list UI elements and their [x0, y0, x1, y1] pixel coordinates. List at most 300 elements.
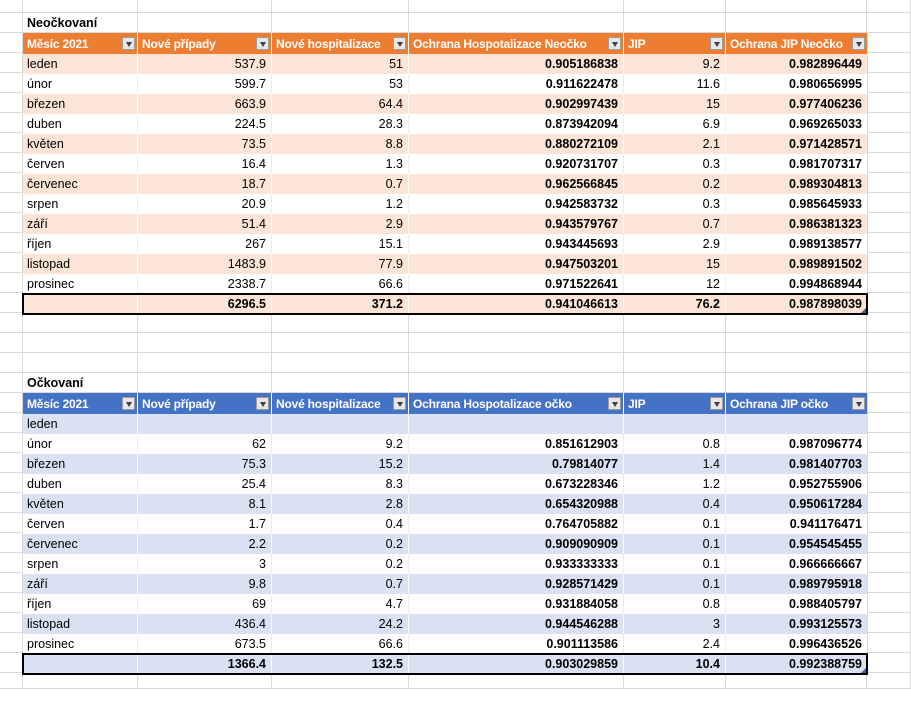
- empty-cell[interactable]: [0, 613, 23, 633]
- empty-cell[interactable]: [0, 553, 23, 573]
- value-cell[interactable]: 6.9: [624, 114, 726, 134]
- value-cell[interactable]: 0.943445693: [409, 234, 624, 254]
- empty-cell[interactable]: [0, 93, 23, 113]
- value-cell[interactable]: 28.3: [272, 114, 409, 134]
- empty-cell[interactable]: [0, 113, 23, 133]
- value-cell[interactable]: 0.4: [272, 514, 409, 534]
- chevron-down-icon: [612, 402, 618, 407]
- value-cell[interactable]: 16.4: [138, 154, 272, 174]
- value-cell[interactable]: 0.971522641: [409, 274, 624, 294]
- empty-cell[interactable]: [867, 413, 911, 433]
- empty-cell[interactable]: [624, 0, 726, 13]
- value-cell[interactable]: 0.2: [624, 174, 726, 194]
- empty-cell[interactable]: [726, 0, 867, 13]
- empty-cell[interactable]: [867, 93, 911, 113]
- empty-cell[interactable]: [0, 293, 23, 313]
- value-cell[interactable]: 673.5: [138, 634, 272, 654]
- total-cell[interactable]: 0.903029859: [409, 654, 624, 674]
- value-cell[interactable]: 77.9: [272, 254, 409, 274]
- value-cell[interactable]: 4.7: [272, 594, 409, 614]
- empty-cell[interactable]: [867, 0, 911, 13]
- empty-cell[interactable]: [272, 373, 409, 393]
- empty-cell[interactable]: [624, 313, 726, 333]
- month-cell[interactable]: březen: [23, 454, 138, 474]
- column-header-label: Ochrana JIP očko: [730, 396, 828, 411]
- value-cell[interactable]: 1.7: [138, 514, 272, 534]
- empty-cell[interactable]: [0, 213, 23, 233]
- value-cell[interactable]: 0.7: [272, 174, 409, 194]
- value-cell[interactable]: 0.79814077: [409, 454, 624, 474]
- month-cell[interactable]: červen: [23, 154, 138, 174]
- value-cell[interactable]: 2.1: [624, 134, 726, 154]
- value-cell[interactable]: 0.2: [272, 534, 409, 554]
- empty-cell[interactable]: [867, 593, 911, 613]
- month-cell[interactable]: září: [23, 214, 138, 234]
- value-cell[interactable]: 0.3: [624, 194, 726, 214]
- value-cell[interactable]: 267: [138, 234, 272, 254]
- total-cell[interactable]: 0.992388759: [789, 657, 862, 671]
- value-cell[interactable]: 0.7: [624, 214, 726, 234]
- table-row: [23, 534, 867, 554]
- month-cell[interactable]: březen: [23, 94, 138, 114]
- total-cell[interactable]: 132.5: [272, 654, 409, 674]
- empty-cell[interactable]: [23, 353, 138, 373]
- value-cell[interactable]: [726, 414, 867, 434]
- value-cell[interactable]: 0.969265033: [789, 117, 862, 131]
- value-cell[interactable]: 537.9: [138, 54, 272, 74]
- month-cell[interactable]: září: [23, 574, 138, 594]
- value-cell[interactable]: 0.1: [624, 554, 726, 574]
- value-cell[interactable]: 0.880272109: [409, 134, 624, 154]
- value-cell[interactable]: 599.7: [138, 74, 272, 94]
- chevron-down-icon: [856, 402, 862, 407]
- filter-dropdown-button[interactable]: [710, 37, 723, 50]
- empty-cell[interactable]: [726, 673, 867, 689]
- empty-cell[interactable]: [867, 293, 911, 313]
- empty-cell[interactable]: [0, 393, 23, 413]
- empty-cell[interactable]: [272, 333, 409, 353]
- empty-cell[interactable]: [867, 53, 911, 73]
- column-header: [624, 393, 726, 414]
- filter-dropdown-button[interactable]: [852, 37, 865, 50]
- empty-cell[interactable]: [0, 433, 23, 453]
- empty-cell[interactable]: [867, 553, 911, 573]
- value-cell[interactable]: 0.962566845: [409, 174, 624, 194]
- month-cell[interactable]: říjen: [23, 234, 138, 254]
- value-cell[interactable]: 0.1: [624, 574, 726, 594]
- empty-cell[interactable]: [138, 673, 272, 689]
- empty-cell[interactable]: [0, 373, 23, 393]
- empty-cell[interactable]: [867, 453, 911, 473]
- table-row: [23, 634, 867, 654]
- empty-cell[interactable]: [624, 333, 726, 353]
- value-cell[interactable]: 15.1: [272, 234, 409, 254]
- value-cell[interactable]: 224.5: [138, 114, 272, 134]
- empty-cell[interactable]: [867, 33, 911, 53]
- empty-cell[interactable]: [0, 533, 23, 553]
- empty-cell[interactable]: [867, 153, 911, 173]
- empty-cell[interactable]: [867, 13, 911, 33]
- filter-dropdown-button[interactable]: [393, 37, 406, 50]
- total-cell[interactable]: 0.987898039: [789, 297, 862, 311]
- filter-dropdown-button[interactable]: [256, 397, 269, 410]
- value-cell[interactable]: 1483.9: [138, 254, 272, 274]
- value-cell[interactable]: 0.988405797: [789, 597, 862, 611]
- value-cell[interactable]: 0.931884058: [409, 594, 624, 614]
- value-cell[interactable]: [138, 414, 272, 434]
- empty-cell[interactable]: [0, 493, 23, 513]
- value-cell[interactable]: 0.873942094: [409, 114, 624, 134]
- value-cell[interactable]: 8.8: [272, 134, 409, 154]
- chevron-down-icon: [397, 402, 403, 407]
- value-cell[interactable]: 0.911622478: [409, 74, 624, 94]
- empty-cell[interactable]: [867, 513, 911, 533]
- value-cell[interactable]: 2.9: [624, 234, 726, 254]
- empty-cell[interactable]: [867, 213, 911, 233]
- value-cell[interactable]: 2338.7: [138, 274, 272, 294]
- value-cell[interactable]: 0.2: [272, 554, 409, 574]
- empty-cell[interactable]: [0, 653, 23, 673]
- empty-cell[interactable]: [272, 13, 409, 33]
- empty-cell[interactable]: [726, 353, 867, 373]
- month-cell[interactable]: duben: [23, 114, 138, 134]
- value-cell[interactable]: 0.654320988: [409, 494, 624, 514]
- filter-dropdown-button[interactable]: [122, 397, 135, 410]
- value-cell[interactable]: 0.942583732: [409, 194, 624, 214]
- table-title-ockovani[interactable]: Očkovaní: [27, 376, 84, 390]
- month-cell[interactable]: leden: [23, 414, 138, 434]
- empty-cell[interactable]: [138, 313, 272, 333]
- value-cell[interactable]: 66.6: [272, 274, 409, 294]
- value-cell[interactable]: 0.989304813: [789, 177, 862, 191]
- empty-cell[interactable]: [867, 173, 911, 193]
- table-row: [23, 594, 867, 614]
- value-cell[interactable]: 8.1: [138, 494, 272, 514]
- month-cell[interactable]: listopad: [23, 254, 138, 274]
- column-header-label: JIP: [628, 396, 646, 411]
- chevron-down-icon: [260, 42, 266, 47]
- month-cell[interactable]: únor: [23, 74, 138, 94]
- value-cell[interactable]: 0.764705882: [409, 514, 624, 534]
- value-cell[interactable]: 1.4: [624, 454, 726, 474]
- total-cell[interactable]: 6296.5: [138, 294, 272, 314]
- value-cell[interactable]: 51: [272, 54, 409, 74]
- value-cell[interactable]: 11.6: [624, 74, 726, 94]
- value-cell[interactable]: 1.2: [272, 194, 409, 214]
- month-cell[interactable]: červenec: [23, 534, 138, 554]
- value-cell[interactable]: 0.982896449: [789, 57, 862, 71]
- value-cell[interactable]: 0.909090909: [409, 534, 624, 554]
- empty-cell[interactable]: [867, 233, 911, 253]
- table-title-neockovani[interactable]: Neočkovaní: [27, 16, 98, 30]
- filter-dropdown-button[interactable]: [852, 397, 865, 410]
- value-cell[interactable]: 0.981707317: [789, 157, 862, 171]
- empty-cell[interactable]: [867, 273, 911, 293]
- total-cell[interactable]: 1366.4: [138, 654, 272, 674]
- empty-cell[interactable]: [867, 253, 911, 273]
- value-cell[interactable]: 0.944546288: [409, 614, 624, 634]
- empty-cell[interactable]: [0, 153, 23, 173]
- value-cell[interactable]: 0.3: [624, 154, 726, 174]
- total-cell[interactable]: 76.2: [624, 294, 726, 314]
- empty-cell[interactable]: [867, 633, 911, 653]
- value-cell[interactable]: 0.966666667: [789, 557, 862, 571]
- value-cell[interactable]: 24.2: [272, 614, 409, 634]
- empty-cell[interactable]: [0, 453, 23, 473]
- empty-cell[interactable]: [23, 333, 138, 353]
- empty-cell[interactable]: [867, 673, 911, 689]
- month-cell[interactable]: únor: [23, 434, 138, 454]
- value-cell[interactable]: 9.2: [272, 434, 409, 454]
- empty-cell[interactable]: [624, 673, 726, 689]
- value-cell[interactable]: 0.986381323: [789, 217, 862, 231]
- empty-cell[interactable]: [23, 0, 138, 13]
- value-cell[interactable]: 2.2: [138, 534, 272, 554]
- empty-cell[interactable]: [726, 373, 867, 393]
- empty-cell[interactable]: [138, 0, 272, 13]
- value-cell[interactable]: 0.989891502: [789, 257, 862, 271]
- month-cell[interactable]: květen: [23, 134, 138, 154]
- month-cell[interactable]: prosinec: [23, 634, 138, 654]
- filter-dropdown-button[interactable]: [608, 397, 621, 410]
- value-cell[interactable]: 18.7: [138, 174, 272, 194]
- value-cell[interactable]: 9.8: [138, 574, 272, 594]
- value-cell[interactable]: 0.943579767: [409, 214, 624, 234]
- empty-cell[interactable]: [867, 73, 911, 93]
- chevron-down-icon: [612, 42, 618, 47]
- value-cell[interactable]: 0.994868944: [789, 277, 862, 291]
- value-cell[interactable]: 0.989795918: [789, 577, 862, 591]
- value-cell[interactable]: 0.933333333: [409, 554, 624, 574]
- chevron-down-icon: [260, 402, 266, 407]
- value-cell[interactable]: 0.950617284: [789, 497, 862, 511]
- empty-cell[interactable]: [867, 113, 911, 133]
- value-cell[interactable]: 9.2: [624, 54, 726, 74]
- value-cell[interactable]: 0.901113586: [409, 634, 624, 654]
- table-row: [23, 494, 867, 514]
- column-header-label: Ochrana Hospotalizace Neočko: [413, 36, 587, 51]
- empty-cell[interactable]: [409, 373, 624, 393]
- empty-cell[interactable]: [272, 0, 409, 13]
- empty-cell[interactable]: [409, 353, 624, 373]
- month-cell[interactable]: srpen: [23, 554, 138, 574]
- empty-cell[interactable]: [867, 473, 911, 493]
- empty-cell[interactable]: [0, 253, 23, 273]
- filter-dropdown-button[interactable]: [393, 397, 406, 410]
- value-cell[interactable]: 25.4: [138, 474, 272, 494]
- value-cell[interactable]: 0.1: [624, 534, 726, 554]
- empty-cell[interactable]: [409, 13, 624, 33]
- empty-cell[interactable]: [0, 673, 23, 689]
- value-cell[interactable]: 0.981407703: [789, 457, 862, 471]
- value-cell[interactable]: 0.987096774: [789, 437, 862, 451]
- month-cell[interactable]: červenec: [23, 174, 138, 194]
- table-ockovani: [23, 393, 868, 674]
- empty-cell[interactable]: [867, 393, 911, 413]
- empty-cell[interactable]: [0, 333, 23, 353]
- value-cell[interactable]: 0.851612903: [409, 434, 624, 454]
- value-cell[interactable]: 73.5: [138, 134, 272, 154]
- empty-cell[interactable]: [138, 353, 272, 373]
- total-cell[interactable]: [23, 654, 138, 674]
- month-cell[interactable]: prosinec: [23, 274, 138, 294]
- empty-cell[interactable]: [624, 373, 726, 393]
- column-header: [23, 393, 138, 414]
- value-cell[interactable]: 66.6: [272, 634, 409, 654]
- value-cell[interactable]: 0.905186838: [409, 54, 624, 74]
- value-cell[interactable]: 0.902997439: [409, 94, 624, 114]
- value-cell[interactable]: 0.952755906: [789, 477, 862, 491]
- value-cell[interactable]: 0.928571429: [409, 574, 624, 594]
- empty-cell[interactable]: [0, 593, 23, 613]
- empty-cell[interactable]: [867, 533, 911, 553]
- empty-cell[interactable]: [0, 173, 23, 193]
- empty-cell[interactable]: [138, 333, 272, 353]
- empty-cell[interactable]: [867, 653, 911, 673]
- value-cell[interactable]: 0.1: [624, 514, 726, 534]
- empty-cell[interactable]: [867, 193, 911, 213]
- value-cell[interactable]: 62: [138, 434, 272, 454]
- filter-dropdown-button[interactable]: [122, 37, 135, 50]
- empty-cell[interactable]: [867, 133, 911, 153]
- empty-cell[interactable]: [867, 573, 911, 593]
- empty-cell[interactable]: [0, 13, 23, 33]
- value-cell[interactable]: 0.4: [624, 494, 726, 514]
- empty-cell[interactable]: [0, 633, 23, 653]
- table-row: [23, 174, 867, 194]
- empty-cell[interactable]: [0, 0, 23, 13]
- value-cell[interactable]: 0.954545455: [789, 537, 862, 551]
- value-cell[interactable]: 15: [624, 94, 726, 114]
- value-cell[interactable]: [409, 414, 624, 434]
- empty-cell[interactable]: [0, 273, 23, 293]
- value-cell[interactable]: 0.7: [272, 574, 409, 594]
- empty-cell[interactable]: [0, 193, 23, 213]
- month-cell[interactable]: listopad: [23, 614, 138, 634]
- value-cell[interactable]: 436.4: [138, 614, 272, 634]
- empty-cell[interactable]: [624, 13, 726, 33]
- table-header-row: [23, 33, 867, 54]
- empty-cell[interactable]: [0, 573, 23, 593]
- empty-cell[interactable]: [867, 493, 911, 513]
- empty-cell[interactable]: [867, 373, 911, 393]
- value-cell[interactable]: 15: [624, 254, 726, 274]
- value-cell[interactable]: 1.2: [624, 474, 726, 494]
- empty-cell[interactable]: [272, 673, 409, 689]
- empty-cell[interactable]: [409, 333, 624, 353]
- total-cell[interactable]: 371.2: [272, 294, 409, 314]
- empty-cell[interactable]: [624, 353, 726, 373]
- empty-cell[interactable]: [867, 433, 911, 453]
- empty-cell[interactable]: [138, 13, 272, 33]
- value-cell[interactable]: 0.947503201: [409, 254, 624, 274]
- total-cell[interactable]: 0.941046613: [409, 294, 624, 314]
- value-cell[interactable]: 0.985645933: [789, 197, 862, 211]
- value-cell[interactable]: 0.941176471: [789, 517, 862, 531]
- empty-cell[interactable]: [0, 313, 23, 333]
- empty-cell[interactable]: [0, 233, 23, 253]
- value-cell[interactable]: 0.980656995: [789, 77, 862, 91]
- empty-cell[interactable]: [23, 313, 138, 333]
- empty-cell[interactable]: [867, 333, 911, 353]
- value-cell[interactable]: 0.8: [624, 594, 726, 614]
- total-cell[interactable]: [23, 294, 138, 314]
- empty-cell[interactable]: [272, 353, 409, 373]
- value-cell[interactable]: 1.3: [272, 154, 409, 174]
- empty-cell[interactable]: [138, 373, 272, 393]
- empty-cell[interactable]: [0, 473, 23, 493]
- value-cell[interactable]: 0.971428571: [789, 137, 862, 151]
- empty-cell[interactable]: [0, 133, 23, 153]
- value-cell[interactable]: 2.4: [624, 634, 726, 654]
- empty-cell[interactable]: [272, 313, 409, 333]
- empty-cell[interactable]: [867, 313, 911, 333]
- filter-dropdown-button[interactable]: [710, 397, 723, 410]
- value-cell[interactable]: 20.9: [138, 194, 272, 214]
- empty-cell[interactable]: [867, 613, 911, 633]
- empty-cell[interactable]: [409, 313, 624, 333]
- empty-cell[interactable]: [0, 33, 23, 53]
- empty-cell[interactable]: [0, 513, 23, 533]
- value-cell[interactable]: 15.2: [272, 454, 409, 474]
- value-cell[interactable]: 3: [624, 614, 726, 634]
- column-header: [138, 393, 272, 414]
- value-cell[interactable]: 0.989138577: [789, 237, 862, 251]
- empty-cell[interactable]: [726, 333, 867, 353]
- empty-cell[interactable]: [0, 73, 23, 93]
- month-cell[interactable]: leden: [23, 54, 138, 74]
- total-cell[interactable]: 10.4: [624, 654, 726, 674]
- value-cell[interactable]: 3: [138, 554, 272, 574]
- value-cell[interactable]: 0.673228346: [409, 474, 624, 494]
- month-cell[interactable]: květen: [23, 494, 138, 514]
- value-cell[interactable]: 8.3: [272, 474, 409, 494]
- empty-cell[interactable]: [867, 353, 911, 373]
- value-cell[interactable]: 0.977406236: [789, 97, 862, 111]
- value-cell[interactable]: 2.9: [272, 214, 409, 234]
- empty-cell[interactable]: [0, 53, 23, 73]
- value-cell[interactable]: 64.4: [272, 94, 409, 114]
- value-cell[interactable]: 75.3: [138, 454, 272, 474]
- empty-cell[interactable]: [409, 673, 624, 689]
- value-cell[interactable]: [624, 414, 726, 434]
- empty-cell[interactable]: [23, 673, 138, 689]
- value-cell[interactable]: 2.8: [272, 494, 409, 514]
- filter-dropdown-button[interactable]: [256, 37, 269, 50]
- empty-cell[interactable]: [409, 0, 624, 13]
- value-cell[interactable]: 663.9: [138, 94, 272, 114]
- empty-cell[interactable]: [726, 13, 867, 33]
- month-cell[interactable]: říjen: [23, 594, 138, 614]
- value-cell[interactable]: 53: [272, 74, 409, 94]
- value-cell[interactable]: 12: [624, 274, 726, 294]
- month-cell[interactable]: duben: [23, 474, 138, 494]
- table-row: [23, 114, 867, 134]
- value-cell[interactable]: 0.996436526: [789, 637, 862, 651]
- value-cell[interactable]: 0.8: [624, 434, 726, 454]
- filter-dropdown-button[interactable]: [608, 37, 621, 50]
- empty-cell[interactable]: [726, 313, 867, 333]
- value-cell[interactable]: 0.920731707: [409, 154, 624, 174]
- value-cell[interactable]: 0.993125573: [789, 617, 862, 631]
- value-cell[interactable]: 51.4: [138, 214, 272, 234]
- empty-cell[interactable]: [0, 353, 23, 373]
- value-cell[interactable]: [272, 414, 409, 434]
- empty-cell[interactable]: [0, 413, 23, 433]
- month-cell[interactable]: červen: [23, 514, 138, 534]
- month-cell[interactable]: srpen: [23, 194, 138, 214]
- value-cell[interactable]: 69: [138, 594, 272, 614]
